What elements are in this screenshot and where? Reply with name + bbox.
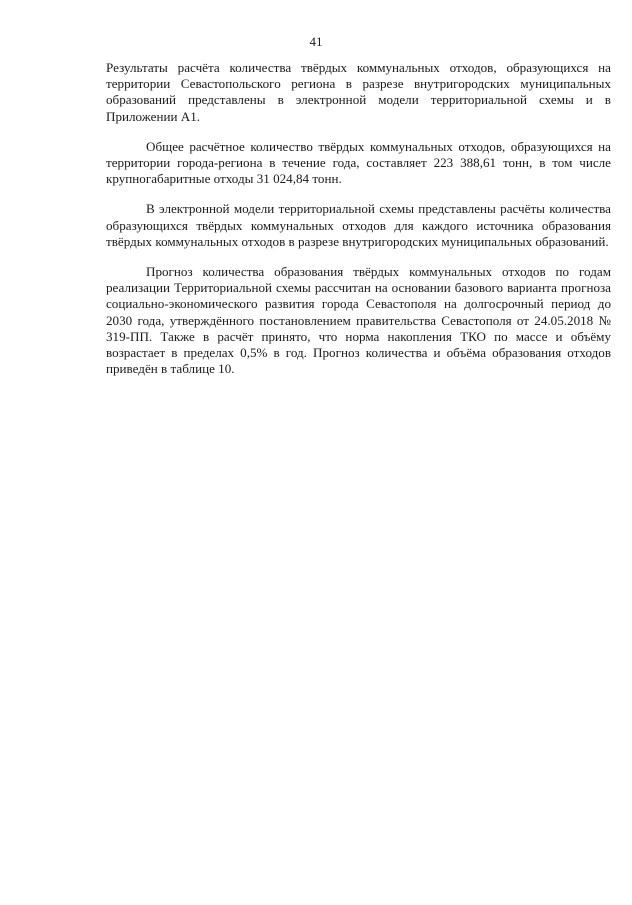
page-number: 41 bbox=[309, 34, 323, 49]
paragraph-total-waste: Общее расчётное количество твёрдых коммунальных отходов, образующихся на территории города-региона в течение года, составляет 223 388,61 тонн, в том числе крупногабаритные отходы 31 024,84 тонн. bbox=[106, 138, 611, 187]
document-body bbox=[106, 60, 611, 391]
paragraph-results-summary: Результаты расчёта количества твёрдых коммунальных отходов, образующихся на территории Севастопольского региона в разрезе внутригородских муниципальных образований представлены в электронной модели территориальной схемы и в Приложении А1. bbox=[106, 60, 611, 124]
paragraph-electronic-model: В электронной модели территориальной схемы представлены расчёты количества образующихся твёрдых коммунальных отходов для каждого источника образования твёрдых коммунальных отходов в разрезе внутригородских муниципальных образований. bbox=[106, 201, 611, 249]
paragraph-forecast: Прогноз количества образования твёрдых коммунальных отходов по годам реализации Территориальной схемы рассчитан на основании базового варианта прогноза социально-экономического развития города Севастополя на долгосрочный период до 2030 года, утверждённого постановлением правительства Севастополя от 24.05.2018 № 319-ПП. Также в расчёт принято, что норма накопления ТКО по массе и объёму возрастает в пределах 0,5% в год. Прогноз количества и объёма образования отходов приведён в таблице 10. bbox=[106, 264, 611, 377]
